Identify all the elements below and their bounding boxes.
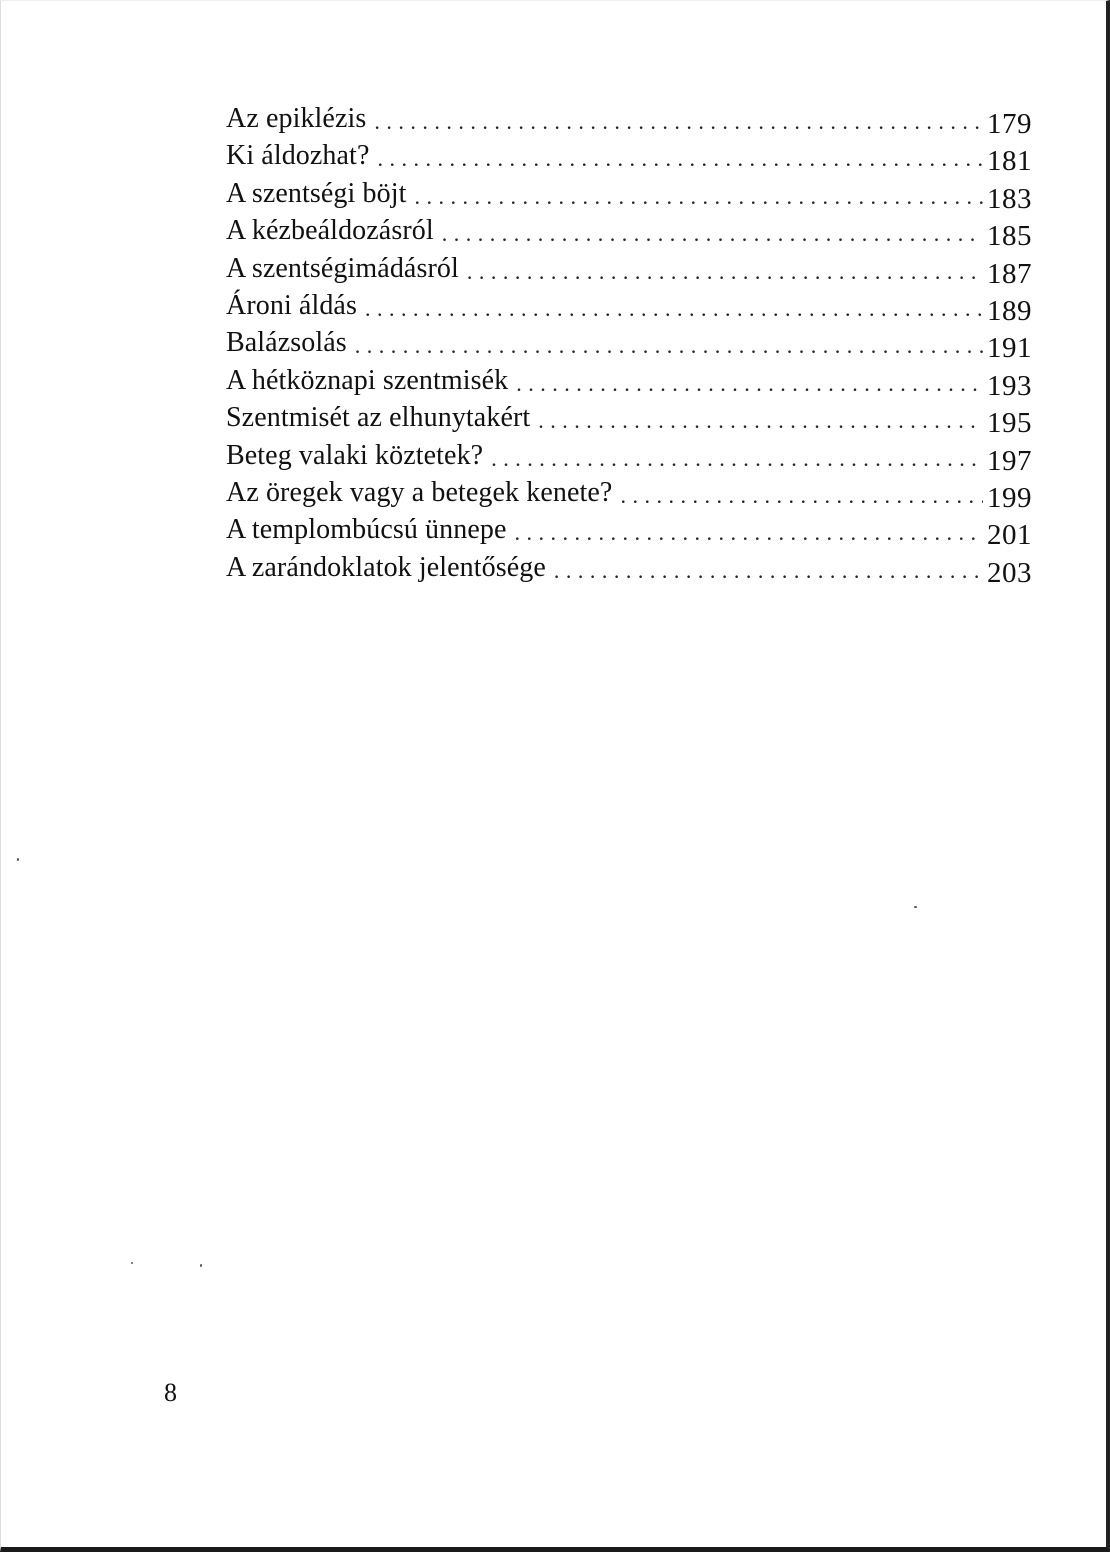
toc-entry[interactable] [226,549,1032,589]
toc-dot-leader [355,327,983,364]
scan-speck [17,858,19,861]
toc-entry[interactable] [226,250,1032,290]
table-of-contents [226,100,1032,589]
toc-entry-page: 193 [987,369,1032,402]
toc-entry-page: 191 [987,332,1032,365]
scan-speck [200,1264,202,1267]
toc-entry-title: Az öregek vagy a betegek kenete? [226,476,613,508]
toc-entry-title: A szentségimádásról [226,252,459,284]
scan-speck [914,906,917,908]
toc-entry[interactable] [226,437,1032,477]
toc-entry-title: Szentmisét az elhunytakért [226,402,531,434]
toc-entry-page: 183 [987,182,1032,215]
toc-entry[interactable] [226,474,1032,514]
toc-entry-page: 199 [987,481,1032,514]
toc-entry-title: A kézbeáldozásról [226,215,434,247]
toc-entry[interactable] [226,212,1032,253]
toc-entry-title: Az epiklézis [226,103,367,134]
toc-entry[interactable] [226,137,1032,178]
toc-dot-leader [515,514,983,551]
toc-entry-page: 185 [987,220,1032,253]
toc-dot-leader [491,440,983,477]
toc-dot-leader [365,290,983,327]
toc-dot-leader [374,103,983,140]
toc-entry-page: 197 [987,444,1032,477]
toc-entry[interactable] [226,511,1032,552]
toc-dot-leader [414,178,983,215]
page-number: 8 [164,1378,177,1407]
toc-entry-page: 179 [987,108,1032,140]
toc-entry[interactable] [226,362,1032,402]
toc-entry-page: 181 [987,145,1032,178]
toc-entry-page: 203 [987,556,1032,589]
toc-dot-leader [377,140,983,177]
toc-entry-title: A zarándoklatok jelentősége [226,551,546,583]
toc-entry-title: Ároni áldás [226,289,357,321]
toc-entry-title: Ki áldozhat? [226,140,370,172]
toc-entry-page: 201 [987,519,1032,552]
toc-entry-title: Balázsolás [226,327,347,359]
toc-dot-leader [442,215,983,252]
toc-entry-page: 195 [987,407,1032,440]
toc-entry-title: A templombúcsú ünnepe [226,514,507,546]
toc-entry-title: A szentségi böjt [226,177,407,209]
toc-entry[interactable] [226,399,1032,440]
toc-entry-page: 187 [987,257,1032,290]
toc-dot-leader [467,253,983,290]
toc-entry[interactable] [226,175,1032,215]
toc-entry-page: 189 [987,294,1032,327]
scan-speck [131,1262,133,1264]
toc-dot-leader [554,552,983,589]
toc-dot-leader [516,365,983,402]
toc-dot-leader [620,477,983,514]
toc-entry[interactable] [226,324,1032,365]
toc-entry-title: Beteg valaki köztetek? [226,439,484,471]
toc-entry-title: A hétköznapi szentmisék [226,364,509,396]
toc-dot-leader [538,402,983,439]
toc-entry[interactable] [226,100,1032,140]
toc-entry[interactable] [226,287,1032,327]
